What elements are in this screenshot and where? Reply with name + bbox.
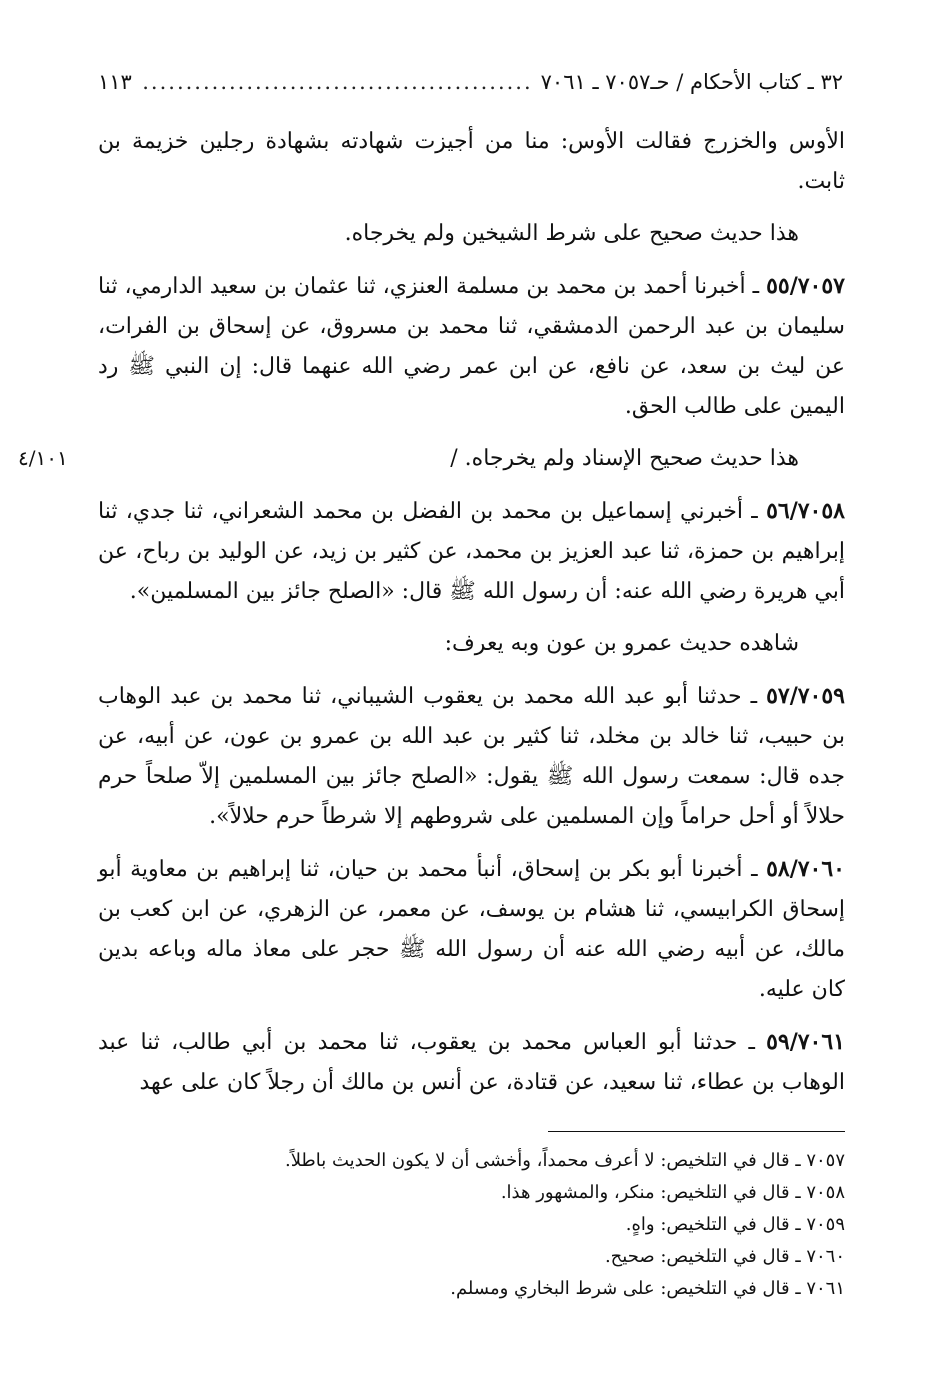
page-number: ١١٣ <box>98 70 132 94</box>
margin-reference: ٤/١٠١ <box>18 446 68 470</box>
paragraph-text: شاهده حديث عمرو بن عون وبه يعرف: <box>444 631 799 656</box>
footnote: ٧٠٦٠ ـ قال في التلخيص: صحيح. <box>604 1246 845 1267</box>
hadith-paragraph <box>98 1022 845 1103</box>
hadith-number: ٥٧/٧٠٥٩ <box>766 683 845 709</box>
paragraph-text: الأوس والخزرج فقالت الأوس: منا من أجيزت شهادته بشهادة رجلين خزيمة بن ثابت. <box>98 129 845 194</box>
running-header <box>98 70 843 94</box>
hadith-number: ٥٩/٧٠٦١ <box>766 1029 845 1055</box>
grading-note <box>98 624 845 664</box>
paragraph-text: ـ حدثنا أبو عبد الله محمد بن يعقوب الشيباني، ثنا محمد بن عبد الوهاب بن حبيب، ثنا خالد بن مخلد، ثنا كثير بن عبد الله بن عمرو بن عون، عن أبيه، عن جده قال: سمعت رسول الله ﷺ يقول: «الصلح جائز بين المسلمين إلاّ صلحاً حرم حلالاً أو أحل حراماً وإن المسلمين على شروطهم إلا شرطاً حرم حلالاً». <box>98 684 845 829</box>
footnote-divider <box>548 1131 845 1132</box>
hadith-paragraph <box>98 266 845 427</box>
paragraph-text: ـ أخبرنا أبو بكر بن إسحاق، أنبأ محمد بن حيان، ثنا إبراهيم بن معاوية أبو إسحاق الكرابيسي، ثنا هشام بن يوسف، عن معمر، عن الزهري، عن ابن كعب بن مالك، عن أبيه رضي الله عنه أن رسول الله ﷺ حجر على معاذ ماله وباعه بدين كان عليه. <box>98 857 845 1002</box>
paragraph-text: ـ أخبرني إسماعيل بن محمد بن الفضل بن محمد الشعراني، ثنا جدي، ثنا إبراهيم بن حمزة، ثنا عبد العزيز بن محمد، عن كثير بن زيد، عن الوليد بن رباح، عن أبي هريرة رضي الله عنه: أن رسول الله ﷺ قال: «الصلح جائز بين المسلمين». <box>98 499 845 604</box>
hadith-paragraph <box>98 849 845 1010</box>
footnote: ٧٠٥٩ ـ قال في التلخيص: واهٍ. <box>625 1214 845 1235</box>
footnotes <box>98 1145 845 1305</box>
paragraph-text: ـ أخبرنا أحمد بن محمد بن مسلمة العنزي، ثنا عثمان بن سعيد الدارمي، ثنا سليمان بن عبد الرحمن الدمشقي، ثنا محمد بن مسروق، عن إسحاق بن الفرات، عن ليث بن سعد، عن نافع، عن ابن عمر رضي الله عنهما قال: إن النبي ﷺ رد اليمين على طالب الحق. <box>97 274 845 419</box>
footnote: ٧٠٥٨ ـ قال في التلخيص: منكر، والمشهور هذا. <box>500 1182 845 1203</box>
hadith-number: ٥٨/٧٠٦٠ <box>766 856 845 882</box>
footnote: ٧٠٥٧ ـ قال في التلخيص: لا أعرف محمداً، وأخشى أن لا يكون الحديث باطلاً. <box>284 1150 845 1171</box>
grading-note <box>98 214 845 254</box>
hadith-paragraph <box>98 676 845 837</box>
paragraph-text: هذا حديث صحيح على شرط الشيخين ولم يخرجاه. <box>344 221 799 246</box>
leader-dots <box>140 70 533 94</box>
paragraph <box>98 122 845 202</box>
hadith-number: ٥٥/٧٠٥٧ <box>766 273 845 299</box>
footnote: ٧٠٦١ ـ قال في التلخيص: على شرط البخاري ومسلم. <box>450 1278 845 1299</box>
main-text <box>98 122 845 1115</box>
hadith-paragraph <box>98 491 845 612</box>
running-title: ٣٢ ـ كتاب الأحكام / حـ٧٠٥٧ ـ ٧٠٦١ <box>540 70 843 94</box>
grading-note <box>98 439 845 479</box>
paragraph-text: هذا حديث صحيح الإسناد ولم يخرجاه. / <box>450 446 799 471</box>
hadith-number: ٥٦/٧٠٥٨ <box>766 498 845 524</box>
paragraph-text: ـ حدثنا أبو العباس محمد بن يعقوب، ثنا محمد بن أبي طالب، ثنا عبد الوهاب بن عطاء، ثنا سعيد، عن قتادة، عن أنس بن مالك أن رجلاً كان على عهد <box>98 1030 845 1095</box>
